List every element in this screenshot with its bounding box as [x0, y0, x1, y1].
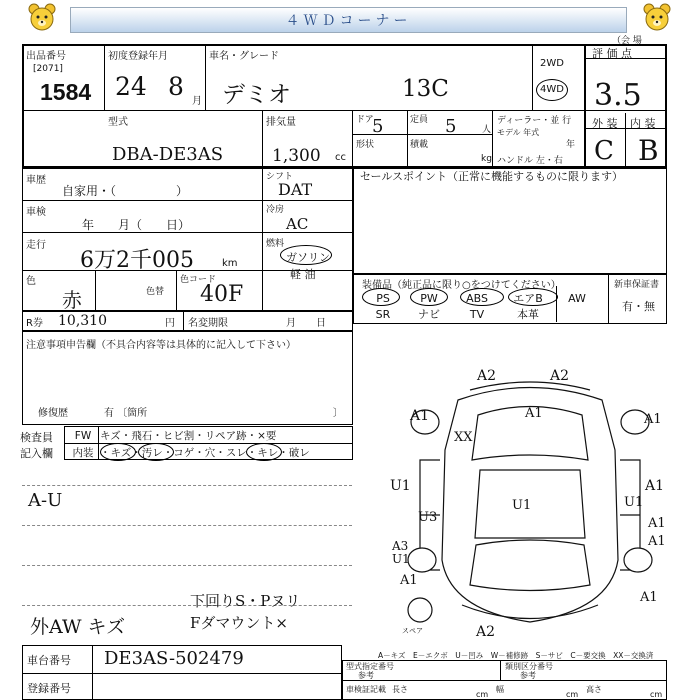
name-change-label: 名変期限 [188, 318, 228, 329]
interior-label: 内装 [72, 447, 94, 459]
spare-label: スペア [402, 627, 423, 635]
recycle-unit: 円 [165, 318, 175, 329]
equip-tv: TV [469, 308, 485, 321]
insp-repair: ・リペア跡 [194, 430, 247, 442]
shift-value: DAT [278, 180, 313, 199]
mileage-unit: km [222, 258, 238, 269]
capacity-value: 5 [445, 116, 457, 137]
lot-code: [2071] [33, 64, 63, 74]
handwritten-notes-right-2: Fダマウント× [190, 614, 288, 632]
equipment-label: 装備品（純正品に限り○をつけてください） [362, 280, 561, 291]
handwritten-notes: 外AW キズ [30, 616, 126, 638]
mark-a1-top: A1 [525, 406, 543, 421]
displacement-label: 排気量 [266, 117, 296, 128]
int-dirt: ・汚レ [131, 447, 163, 459]
name-change-unit: 月 日 [286, 318, 326, 329]
equip-sr: SR [375, 308, 391, 321]
venue-fragment: （会 場 [612, 36, 642, 46]
insp-crack: ・ヒビ割 [152, 430, 195, 442]
width-label: 幅 [496, 685, 504, 694]
mark-a1-bottom-right: A1 [640, 590, 658, 605]
handle-label: ハンドル 左・右 [497, 156, 563, 166]
equip-airbag-circle [508, 288, 558, 306]
mark-a1-left: A1 [410, 408, 430, 424]
equip-navi: ナビ [418, 308, 440, 321]
first-reg-month: 8 [168, 72, 184, 101]
lot-number: 1584 [40, 79, 92, 105]
height-unit: cm [650, 690, 663, 699]
mark-a1-right-2: A1 [648, 516, 666, 531]
dealer-label: ディーラー・並 行 [497, 116, 572, 126]
inspector-row-1 [66, 428, 276, 443]
mark-u3: U3 [418, 510, 438, 525]
model-value: DBA-DE3AS [112, 144, 224, 165]
interior-grade-label: 内 装 [630, 117, 656, 130]
doors-label: ドア [356, 115, 374, 125]
aircon-value: AC [286, 215, 309, 233]
equip-abs-circle [460, 288, 504, 306]
repair-value: 有 〔箇所 [104, 408, 148, 419]
first-reg-year: 24 [115, 72, 147, 101]
fw-label: FW [74, 430, 92, 442]
mark-u1-left: U1 [390, 478, 411, 494]
color-value: 赤 [62, 288, 82, 312]
chassis-label: 車台番号 [27, 654, 71, 667]
recycle-value: 10,310 [58, 313, 107, 329]
first-reg-month-unit: 月 [192, 96, 202, 107]
equip-leather: 本革 [517, 308, 539, 321]
mark-xx: XX [454, 430, 473, 445]
equip-pw: PW [420, 292, 438, 305]
int-hole: ・穴 [194, 447, 216, 459]
equip-abs: ABS [466, 292, 488, 305]
insp-replace: ・×要 [246, 430, 277, 442]
equipment-row-2 [360, 306, 606, 322]
car-grade-value: 13C [402, 76, 449, 102]
registration-label: 登録番号 [27, 682, 71, 695]
doors-value: 5 [372, 116, 384, 137]
equip-airbag: エアB [513, 292, 543, 305]
spare-tire-icon [408, 598, 432, 622]
int-cut: ・キレ [246, 447, 279, 459]
mark-a2-top-left: A2 [477, 368, 497, 384]
mark-a1-bottom-left: A1 [400, 573, 418, 588]
equip-aw: AW [568, 292, 586, 305]
color-code-value: 40F [200, 282, 244, 307]
score-label: 評 価 点 [592, 47, 632, 60]
int-dirt-circle [138, 443, 174, 461]
mark-a2-top-right: A2 [550, 368, 570, 384]
car-name-label: 車名・グレード [209, 51, 279, 62]
capacity-label: 定員 [410, 115, 429, 125]
warranty-label: 新車保証書 [614, 280, 660, 290]
fuel-label: 燃料 [266, 239, 285, 249]
int-wear: ・スレ [215, 447, 247, 459]
aircon-label: 冷房 [266, 205, 285, 215]
color-change-label: 色替 [146, 287, 165, 297]
width-unit: cm [566, 690, 579, 699]
mark-a1-right: A1 [645, 478, 665, 494]
form-no-label: 型式指定番号 [346, 662, 394, 671]
equip-ps-circle [362, 288, 400, 306]
mark-a3-u1: A3 U1 [392, 539, 410, 566]
mark-u1-right: U1 [624, 495, 644, 510]
int-tear: ・破レ [278, 447, 310, 459]
capacity-unit: 人 [482, 125, 492, 135]
exterior-grade-value: C [594, 136, 614, 166]
rear-window-outline [470, 540, 590, 591]
notes-label: 注意事項申告欄（不具合内容等は具体的に記入して下さい） [26, 340, 296, 351]
wheel-rear-right-icon [624, 548, 652, 572]
insp-scratch: キズ [100, 430, 121, 442]
first-reg-label: 初度登録年月 [108, 51, 168, 62]
load-label: 積載 [410, 140, 429, 150]
handwritten-au: A-U [28, 490, 63, 511]
inspector-label-1: 検査員 [20, 431, 53, 444]
drive-4wd: 4WD [540, 84, 564, 95]
rear-bumper-outline [462, 605, 598, 619]
mark-u1-center: U1 [512, 498, 532, 513]
score-value: 3.5 [594, 78, 642, 113]
recycle-label: R券 [26, 318, 43, 329]
displacement-unit: cc [335, 152, 346, 163]
color-label: 色 [26, 276, 36, 287]
class-no-label: 類別区分番号 [505, 662, 553, 671]
length-unit: cm [476, 690, 489, 699]
fuel-gas: ガソリン [286, 251, 330, 264]
banner-title: ４ＷＤコーナー [70, 7, 627, 33]
int-burn: ・コゲ [162, 447, 195, 459]
car-name-value: デミオ [222, 82, 291, 108]
size-label: 車検証記載 [346, 685, 386, 694]
form-no-ref: 参考 [358, 671, 374, 680]
shift-label: シフト [266, 172, 294, 182]
mileage-value: 6万2千005 [80, 248, 194, 273]
inspection-label: 車検 [26, 207, 46, 218]
drive-2wd: 2WD [540, 58, 564, 69]
int-scratch: ・キズ [100, 447, 132, 459]
displacement-value: 1,300 [272, 146, 321, 166]
int-scratch-circle [100, 443, 136, 461]
model-label: 型式 [108, 117, 128, 128]
length-label: 長さ [392, 685, 408, 694]
repair-end: 〕 [333, 408, 343, 419]
mileage-label: 走行 [26, 240, 46, 251]
history-value: 自家用・（ ） [62, 184, 189, 198]
exterior-grade-label: 外 装 [592, 117, 618, 130]
drive-4wd-circle [536, 79, 568, 101]
class-no-ref: 参考 [520, 671, 536, 680]
mark-a1-right-3: A1 [648, 534, 666, 549]
handwritten-notes-right-1: 下回りS・Pヌリ [190, 592, 301, 610]
damage-legend: A－キズ E－エクボ U－凹み W－補修跡 S－サビ C－要交換 XX－交換済 [378, 651, 654, 660]
inspection-value: 年 月（ 日） [82, 218, 191, 232]
repair-label: 修復歴 [38, 408, 68, 419]
warranty-value: 有・無 [622, 300, 655, 313]
height-label: 高さ [586, 685, 602, 694]
equip-pw-circle [410, 288, 448, 306]
fuel-diesel: 軽 油 [290, 268, 316, 281]
insp-stone: ・飛石 [120, 430, 153, 442]
mark-a1-right-top: A1 [644, 412, 662, 427]
color-code-label: 色コード [180, 275, 217, 285]
shape-label: 形状 [356, 140, 375, 150]
inspector-label-2: 記入欄 [20, 447, 53, 460]
int-wear-circle [246, 443, 282, 461]
chassis-value: DE3AS-502479 [104, 648, 244, 669]
lot-label: 出品番号 [26, 51, 66, 62]
equip-ps: PS [376, 292, 390, 305]
history-label: 車歴 [26, 175, 46, 186]
bear-mascot-icon [27, 3, 57, 31]
fuel-gas-circle [280, 245, 332, 265]
sales-points-label: セールスポイント（正常に機能するものに限ります） [360, 170, 624, 183]
load-unit: kg [481, 154, 492, 164]
model-year-label: モデル 年式 [497, 128, 540, 137]
bear-mascot-icon [642, 3, 672, 31]
model-year-unit: 年 [566, 140, 576, 150]
mark-a2-bottom: A2 [476, 624, 496, 640]
interior-grade-value: B [638, 134, 659, 167]
